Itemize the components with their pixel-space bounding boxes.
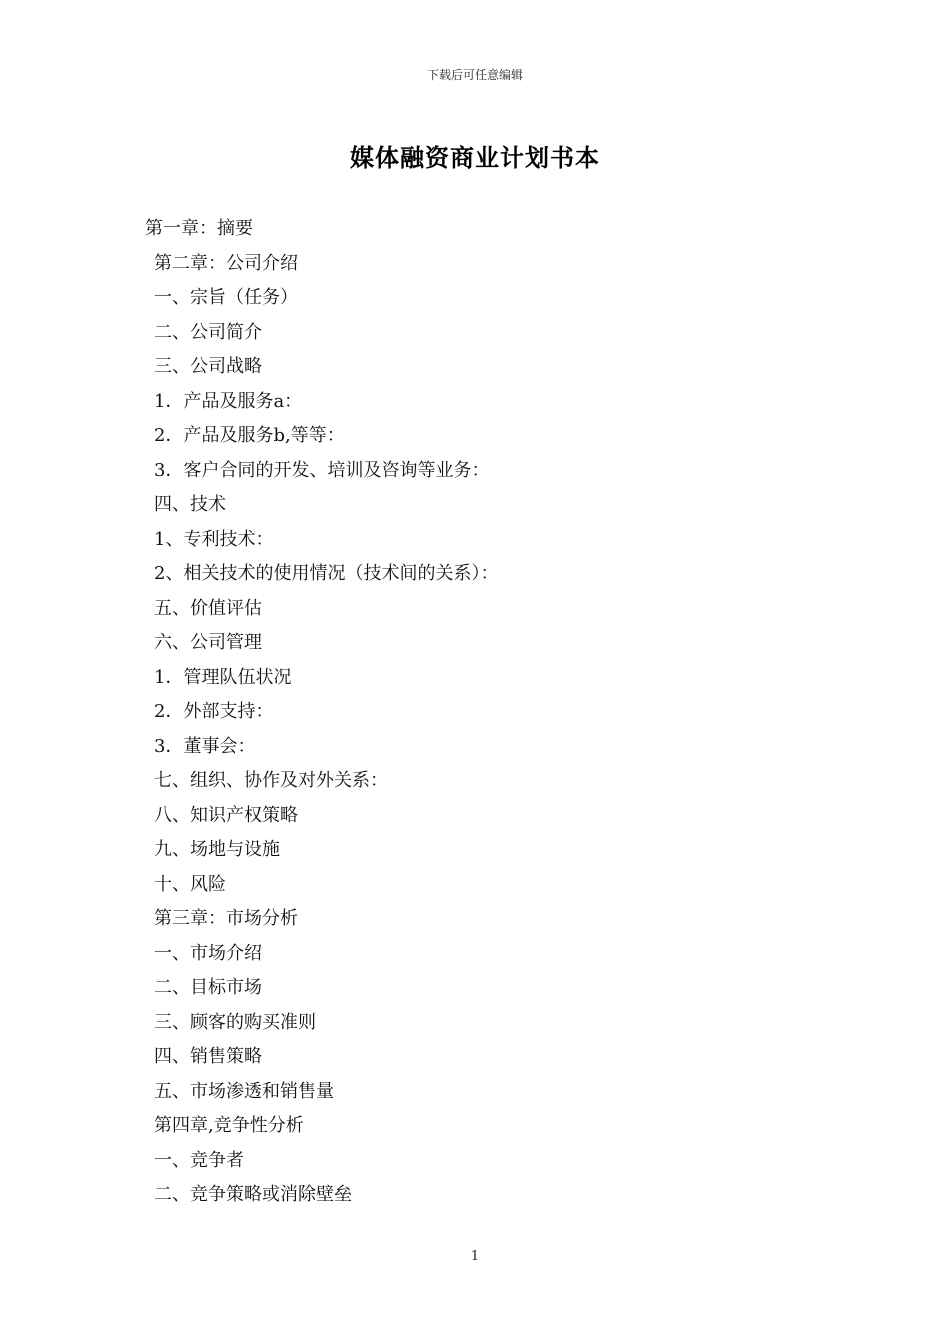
toc-item: 五、市场渗透和销售量 xyxy=(154,1080,334,1102)
toc-item: 四、销售策略 xyxy=(154,1046,262,1067)
toc-item: 三、顾客的购买准则 xyxy=(154,1011,316,1033)
toc-item: 一、竞争者 xyxy=(154,1149,244,1171)
toc-item: 九、场地与设施 xyxy=(154,839,280,860)
page-header-note: 下载后可任意编辑 xyxy=(426,68,523,82)
toc-item-chapter-2: 第二章：公司介绍 xyxy=(154,252,298,274)
toc-item: 一、市场介绍 xyxy=(154,942,262,964)
toc-item-chapter-3: 第三章：市场分析 xyxy=(154,908,298,929)
toc-item: 七、组织、协作及对外关系： xyxy=(154,770,388,791)
toc-item: 2．产品及服务b,等等： xyxy=(154,425,345,446)
toc-item: 六、公司管理 xyxy=(154,632,262,653)
document-title: 媒体融资商业计划书本 xyxy=(350,143,600,172)
toc-item: 2．外部支持： xyxy=(154,701,274,722)
toc-item: 1、专利技术： xyxy=(154,528,274,550)
toc-item: 二、目标市场 xyxy=(154,977,262,998)
table-of-contents xyxy=(145,215,845,1216)
toc-item: 三、公司战略 xyxy=(154,356,262,377)
toc-item: 1．管理队伍状况 xyxy=(154,666,292,688)
page-number: 1 xyxy=(470,1249,480,1264)
toc-item: 一、宗旨（任务） xyxy=(154,287,298,308)
toc-item: 五、价值评估 xyxy=(154,597,262,619)
toc-item-chapter-1: 第一章：摘要 xyxy=(145,218,253,239)
toc-item: 八、知识产权策略 xyxy=(154,804,298,826)
toc-item: 二、竞争策略或消除壁垒 xyxy=(154,1184,352,1205)
toc-item: 1．产品及服务a： xyxy=(154,390,303,412)
toc-item: 十、风险 xyxy=(154,873,226,895)
toc-item: 3．客户合同的开发、培训及咨询等业务： xyxy=(154,459,490,481)
toc-item-chapter-4: 第四章,竞争性分析 xyxy=(154,1115,304,1136)
toc-item: 2、相关技术的使用情况（技术间的关系）： xyxy=(154,563,499,584)
toc-item: 四、技术 xyxy=(154,494,226,515)
toc-item: 3．董事会： xyxy=(154,735,256,757)
toc-item: 二、公司简介 xyxy=(154,321,262,343)
